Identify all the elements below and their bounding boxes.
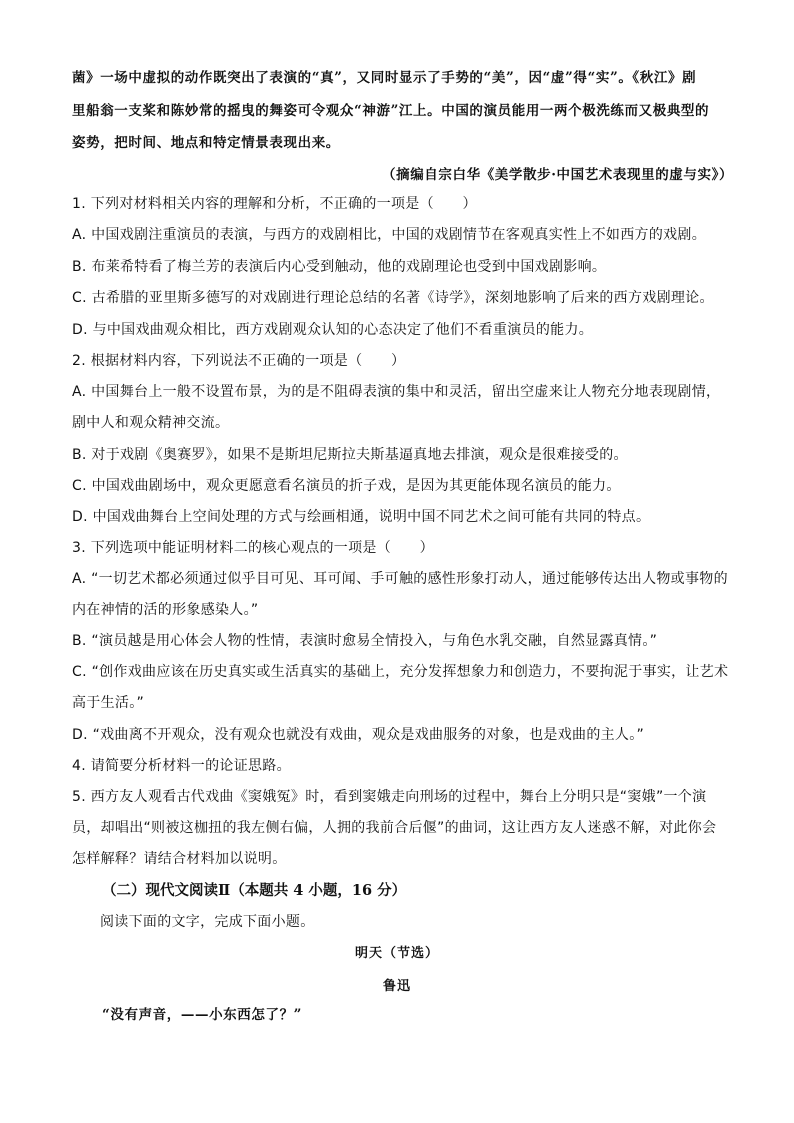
question-5-cont: 员，却唱出“则被这枷扭的我左侧右偏，人拥的我前合后偃”的曲词，这让西方友人迷惑不解，对此你会 (72, 820, 717, 836)
question-5: 5. 西方友人观看古代戏曲《窦娥冤》时，看到窦娥走向刑场的过程中，舞台上分明只是“窦娥”一个演 (72, 789, 707, 805)
question-1-option-d: D. 与中国戏曲观众相比，西方戏剧观众认知的心态决定了他们不看重演员的能力。 (72, 322, 594, 338)
question-2-option-b: B. 对于戏剧《奥赛罗》，如果不是斯坦尼斯拉夫斯基逼真地去排演，观众是很难接受的。 (72, 447, 628, 463)
question-3-option-c-cont: 高于生活。” (72, 695, 145, 711)
story-author: 鲁迅 (382, 979, 411, 994)
question-3-option-a: A. “一切艺术都必须通过似乎目可见、耳可闻、手可触的感性形象打动人，通过能够传达出人物或事物的 (72, 571, 728, 587)
question-3-stem: 3. 下列选项中能证明材料二的核心观点的一项是（ ） (72, 540, 434, 556)
question-2-option-c: C. 中国戏曲剧场中，观众更愿意看名演员的折子戏，是因为其更能体现名演员的能力。 (72, 478, 621, 494)
question-2-option-d: D. 中国戏曲舞台上空间处理的方式与绘画相通，说明中国不同艺术之间可能有共同的特点。 (72, 509, 651, 525)
story-first-line: “没有声音，——小东西怎了？” (102, 1007, 303, 1023)
question-2-option-a-cont: 剧中人和观众精神交流。 (72, 415, 230, 431)
question-2-stem: 2. 根据材料内容，下列说法不正确的一项是（ ） (72, 353, 406, 369)
question-1-option-b: B. 布莱希特看了梅兰芳的表演后内心受到触动，他的戏剧理论也受到中国戏剧影响。 (72, 259, 607, 275)
question-1-option-a: A. 中国戏剧注重演员的表演，与西方的戏剧相比，中国的戏剧情节在客观真实性上不如西方的戏剧。 (72, 227, 707, 243)
question-4: 4. 请简要分析材料一的论证思路。 (72, 758, 291, 774)
passage-line: 姿势，把时间、地点和特定情景表现出来。 (72, 135, 340, 151)
section-heading: （二）现代文阅读Ⅱ（本题共 4 小题，16 分） (102, 882, 407, 899)
reading-instruction: 阅读下面的文字，完成下面小题。 (100, 914, 315, 930)
question-3-option-d: D. “戏曲离不开观众，没有观众也就没有戏曲，观众是戏曲服务的对象，也是戏曲的主人。” (72, 727, 645, 743)
source-note: （摘编自宗白华《美学散步·中国艺术表现里的虚与实》） (382, 167, 734, 183)
question-1-option-c: C. 古希腊的亚里斯多德写的对戏剧进行理论总结的名著《诗学》，深刻地影响了后来的西方戏剧理论。 (72, 290, 714, 306)
story-title: 明天（节选） (354, 946, 439, 961)
question-3-option-a-cont: 内在神情的活的形象感染人。” (72, 602, 259, 618)
question-1-stem: 1. 下列对材料相关内容的理解和分析，不正确的一项是（ ） (72, 196, 477, 212)
passage-line: 里船翁一支桨和陈妙常的摇曳的舞姿可令观众“神游”江上。中国的演员能用一两个极洗练而又极典型的 (72, 103, 710, 119)
question-5-cont: 怎样解释？请结合材料加以说明。 (72, 851, 287, 867)
passage-line: 菌》一场中虚拟的动作既突出了表演的“真”，又同时显示了手势的“美”，因“虚”得“实”。《秋江》剧 (72, 70, 697, 86)
question-3-option-c: C. “创作戏曲应该在历史真实或生活真实的基础上，充分发挥想象力和创造力，不要拘泥于事实，让艺术 (72, 664, 729, 680)
question-2-option-a: A. 中国舞台上一般不设置布景，为的是不阻碍表演的集中和灵活，留出空虚来让人物充分地表现剧情， (72, 384, 721, 400)
question-3-option-b: B. “演员越是用心体会人物的性情，表演时愈易全情投入，与角色水乳交融，自然显露真情。” (72, 633, 658, 649)
